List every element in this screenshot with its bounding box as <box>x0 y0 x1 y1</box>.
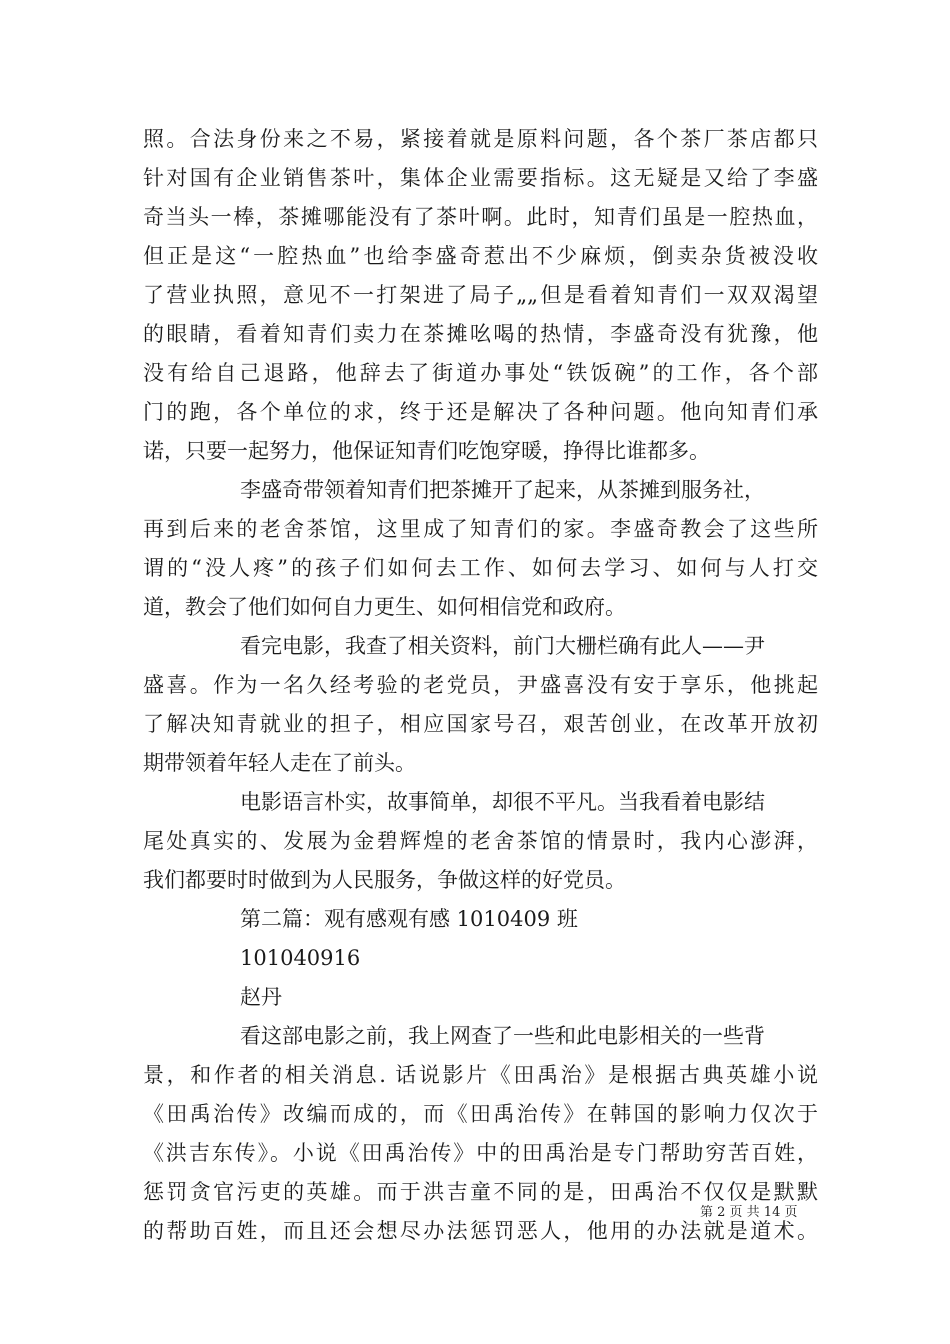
text-line: 看这部电影之前，我上网查了一些和此电影相关的一些背 <box>240 1024 765 1048</box>
page-footer: 第 2 页 共 14 页 <box>700 1205 798 1220</box>
text-line: 期带领着年轻人走在了前头。 <box>143 751 416 775</box>
text-line: 了解决知青就业的担子，相应国家号召，艰苦创业，在改革开放初 <box>143 712 818 736</box>
text-line: 门的跑，各个单位的求，终于还是解决了各种问题。他向知青们承 <box>143 400 818 424</box>
text-line: 的帮助百姓，而且还会想尽办法惩罚恶人，他用的办法就是道术。 <box>143 1219 818 1243</box>
text-line: 我们都要时时做到为人民服务，争做这样的好党员。 <box>143 868 626 892</box>
text-line: 没有给自己退路，他辞去了街道办事处“铁饭碗”的工作，各个部 <box>143 361 818 385</box>
text-line: 电影语言朴实，故事简单，却很不平凡。当我看着电影结 <box>240 790 765 814</box>
text-line: 第二篇：观有感观有感 1010409 班 <box>240 907 578 931</box>
text-line: 照。合法身份来之不易，紧接着就是原料问题，各个茶厂茶店都只 <box>143 127 818 151</box>
text-line: 诺，只要一起努力，他保证知青们吃饱穿暖，挣得比谁都多。 <box>143 439 710 463</box>
text-line: 针对国有企业销售茶叶，集体企业需要指标。这无疑是又给了李盛 <box>143 166 818 190</box>
text-line: 尾处真实的、发展为金碧辉煌的老舍茶馆的情景时，我内心澎湃， <box>143 829 818 853</box>
text-line: 赵丹 <box>240 985 282 1009</box>
text-line: 道，教会了他们如何自力更生、如何相信党和政府。 <box>143 595 626 619</box>
text-line: 惩罚贪官污吏的英雄。而于洪吉童不同的是，田禹治不仅仅是默默 <box>143 1180 818 1204</box>
text-line: 《田禹治传》改编而成的，而《田禹治传》在韩国的影响力仅次于 <box>143 1102 818 1126</box>
text-line: 看完电影，我查了相关资料，前门大栅栏确有此人——尹 <box>240 634 765 658</box>
text-line: 再到后来的老舍茶馆，这里成了知青们的家。李盛奇教会了这些所 <box>143 517 818 541</box>
document-body <box>143 120 818 1251</box>
text-line: 盛喜。作为一名久经考验的老党员，尹盛喜没有安于享乐，他挑起 <box>143 673 818 697</box>
text-line: 但正是这“一腔热血”也给李盛奇惹出不少麻烦，倒卖杂货被没收 <box>143 244 818 268</box>
text-line: 谓的“没人疼”的孩子们如何去工作、如何去学习、如何与人打交 <box>143 556 818 580</box>
text-line: 了营业执照，意见不一打架进了局子„„但是看着知青们一双双渴望 <box>143 283 818 307</box>
text-line: 李盛奇带领着知青们把茶摊开了起来，从茶摊到服务社， <box>240 478 765 502</box>
text-line: 《洪吉东传》。小说《田禹治传》中的田禹治是专门帮助穷苦百姓， <box>143 1141 818 1165</box>
text-line: 的眼睛，看着知青们卖力在茶摊吆喝的热情，李盛奇没有犹豫，他 <box>143 322 818 346</box>
text-line: 奇当头一棒，茶摊哪能没有了茶叶啊。此时，知青们虽是一腔热血， <box>143 205 818 229</box>
text-line: 景，和作者的相关消息. 话说影片《田禹治》是根据古典英雄小说 <box>143 1063 818 1087</box>
text-line: 101040916 <box>240 946 361 970</box>
